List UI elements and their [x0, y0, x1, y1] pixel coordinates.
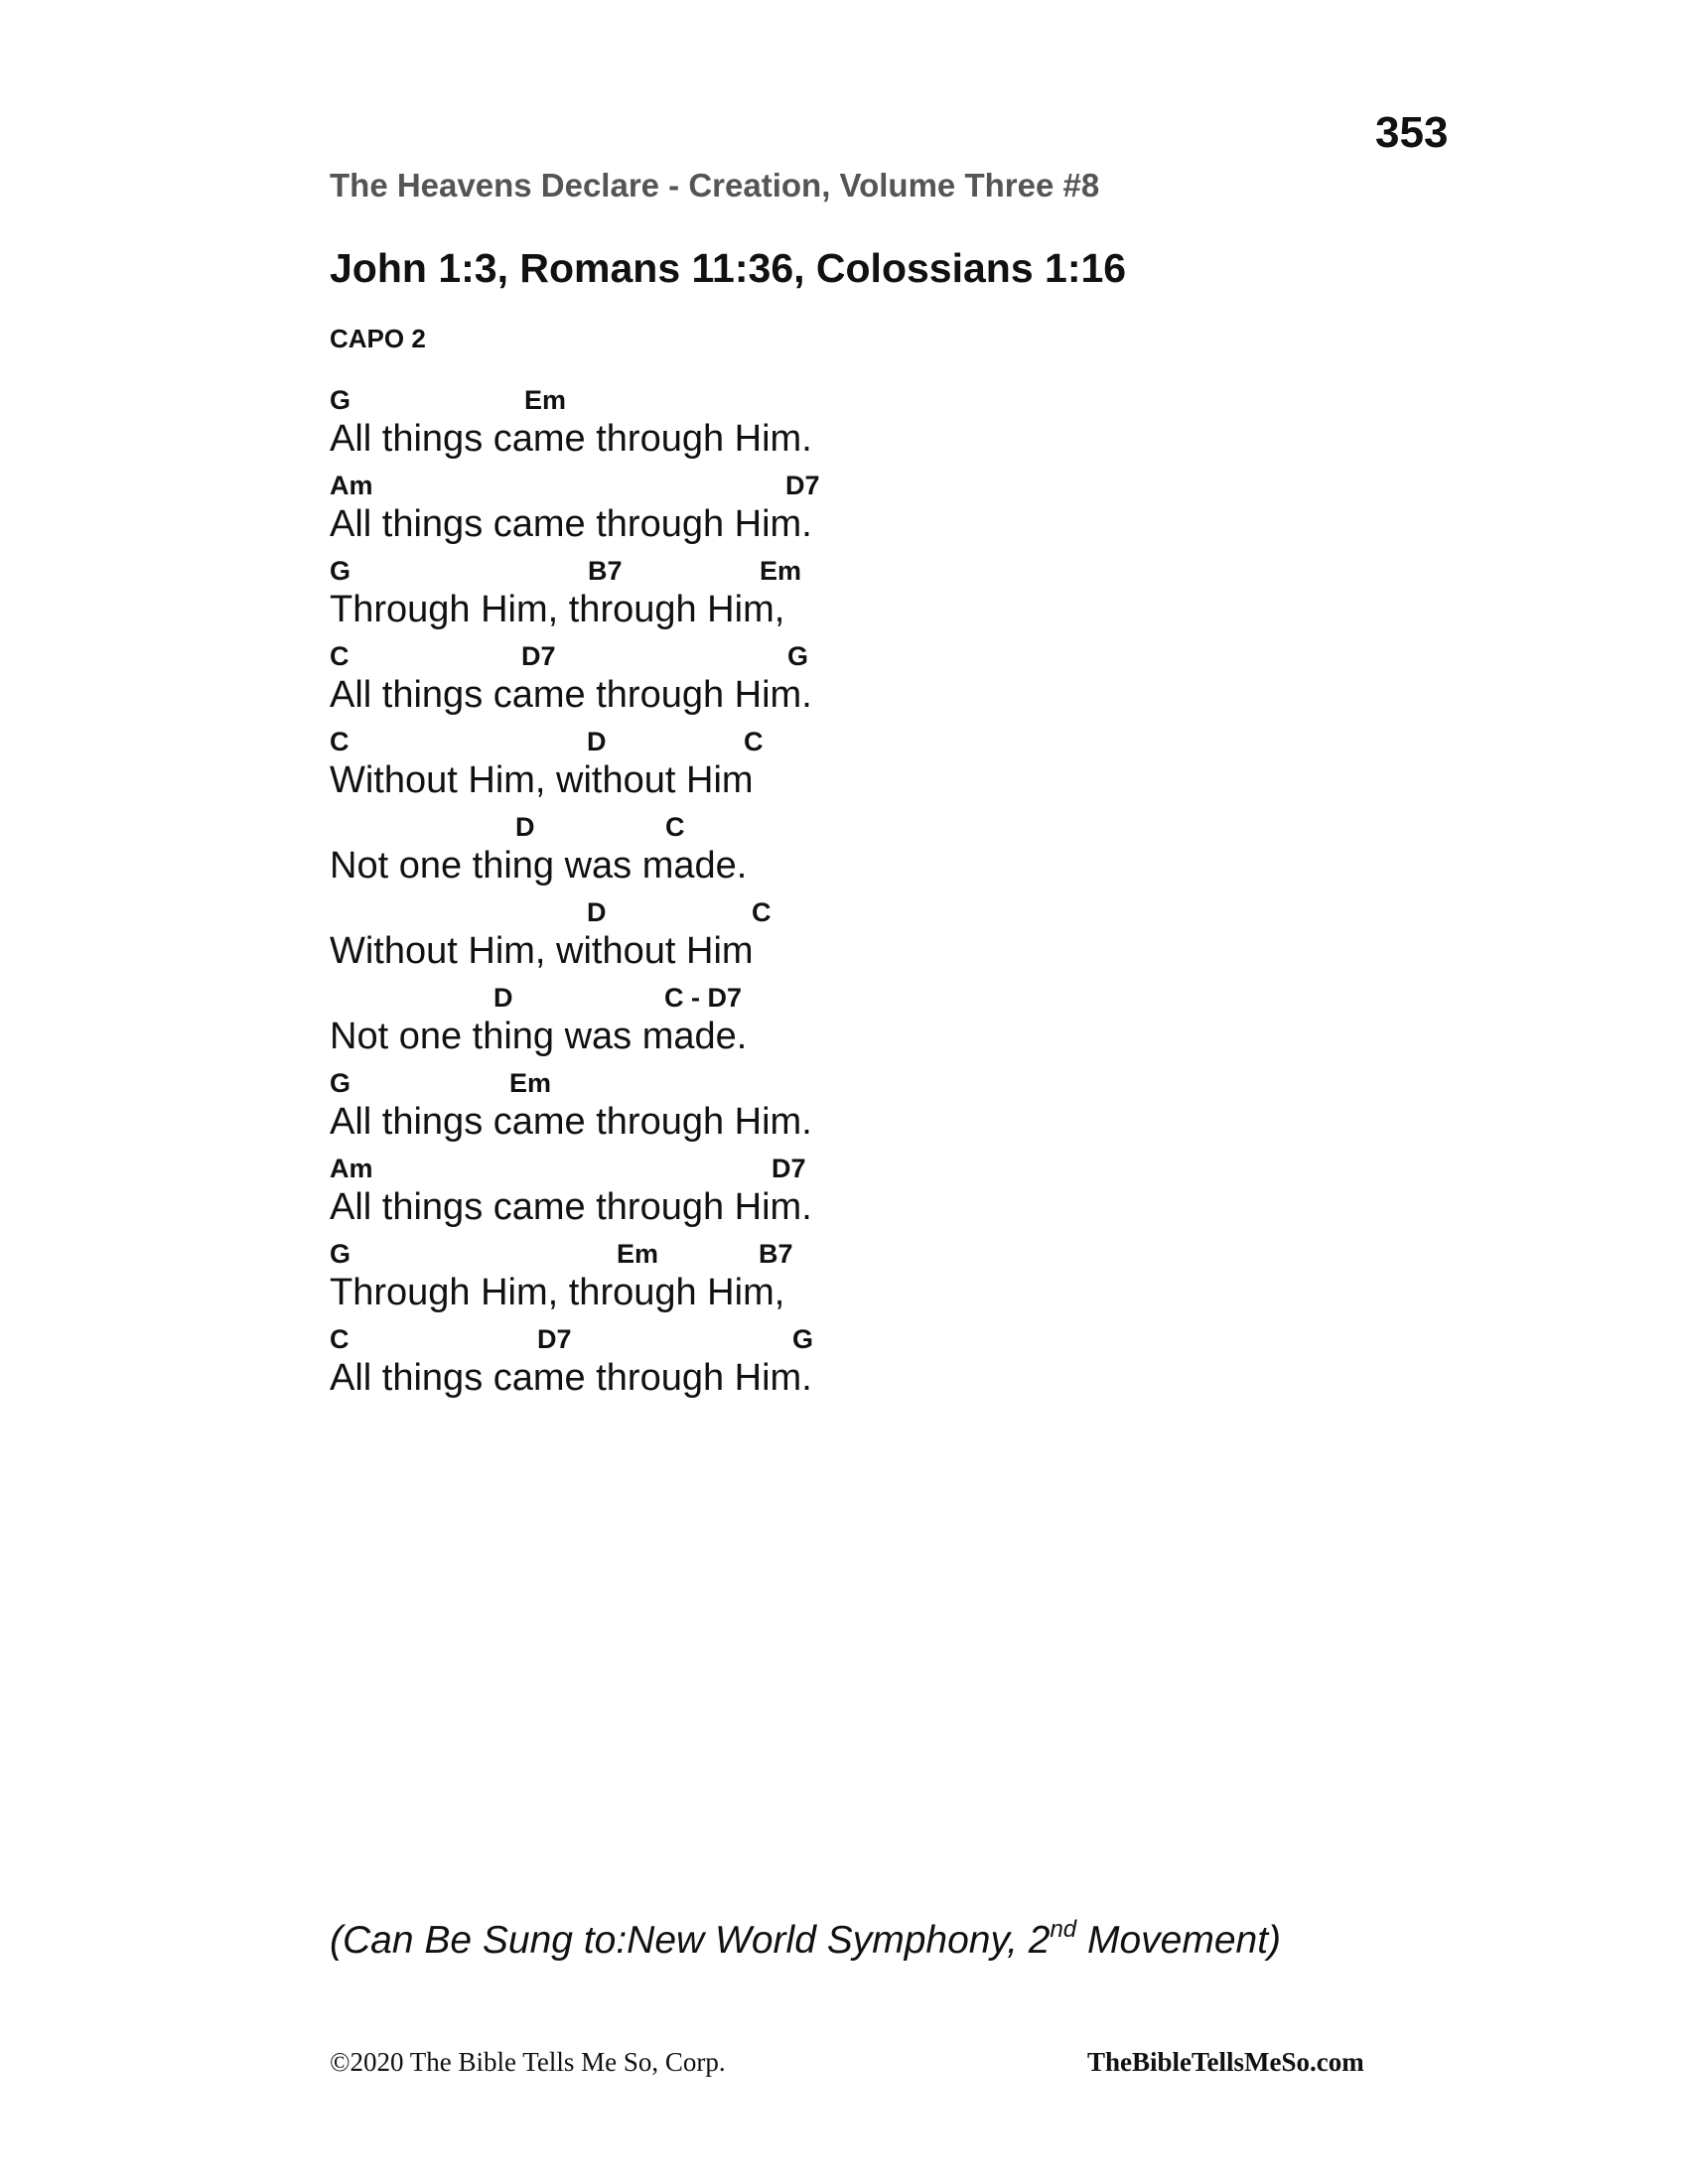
lyric-line: Without Him, without Him — [330, 759, 754, 801]
capo-instruction: CAPO 2 — [330, 324, 426, 353]
melody-note — [330, 1916, 1282, 1962]
chord: G — [787, 641, 809, 671]
chord: C — [330, 727, 350, 756]
melody-note-superscript: nd — [1050, 1916, 1077, 1943]
chord: D — [515, 812, 535, 842]
website-link[interactable]: TheBibleTellsMeSo.com — [1087, 2047, 1364, 2077]
chord: G — [330, 556, 352, 586]
lyric-line: All things came through Him. — [330, 1101, 812, 1143]
chord: Am — [330, 471, 373, 500]
lyric-line: Through Him, through Him, — [330, 1272, 785, 1313]
chord: C - D7 — [664, 983, 743, 1013]
chord: Em — [760, 556, 802, 586]
lyric-line: Not one thing was made. — [330, 1016, 748, 1057]
chord: G — [330, 1239, 352, 1269]
chord: Em — [524, 385, 567, 415]
lyric-line: Not one thing was made. — [330, 845, 748, 887]
chord: B7 — [759, 1239, 793, 1269]
chord: G — [330, 1068, 352, 1098]
lyric-line: All things came through Him. — [330, 418, 812, 460]
chord: C — [744, 727, 764, 756]
chord: B7 — [588, 556, 623, 586]
scripture-reference: John 1:3, Romans 11:36, Colossians 1:16 — [330, 245, 1127, 291]
chord: Am — [330, 1154, 373, 1183]
chord: C — [330, 1324, 350, 1354]
song-title: The Heavens Declare - Creation, Volume Three #8 — [330, 167, 1100, 204]
chord: D — [587, 897, 607, 927]
melody-note-prefix: (Can Be Sung to:New World Symphony, 2 — [330, 1919, 1051, 1962]
chord: D7 — [521, 641, 556, 671]
lyric-line: All things came through Him. — [330, 1357, 812, 1399]
melody-note-suffix: Movement) — [1076, 1919, 1282, 1962]
lyric-line: All things came through Him. — [330, 503, 812, 545]
chord: D — [587, 727, 607, 756]
chord: Em — [617, 1239, 659, 1269]
chord: G — [330, 385, 352, 415]
chord: D7 — [537, 1324, 572, 1354]
chord: Em — [509, 1068, 552, 1098]
chord: G — [792, 1324, 814, 1354]
chord: C — [752, 897, 772, 927]
lyric-line: All things came through Him. — [330, 674, 812, 716]
page-number: 353 — [1375, 108, 1449, 157]
chord: D7 — [772, 1154, 806, 1183]
chord: D — [493, 983, 513, 1013]
lyric-line: Through Him, through Him, — [330, 589, 785, 630]
copyright-notice: ©2020 The Bible Tells Me So, Corp. — [330, 2047, 726, 2077]
lyric-line: Without Him, without Him — [330, 930, 754, 972]
chord: D7 — [785, 471, 820, 500]
chord: C — [665, 812, 685, 842]
lyric-line: All things came through Him. — [330, 1186, 812, 1228]
chord: C — [330, 641, 350, 671]
